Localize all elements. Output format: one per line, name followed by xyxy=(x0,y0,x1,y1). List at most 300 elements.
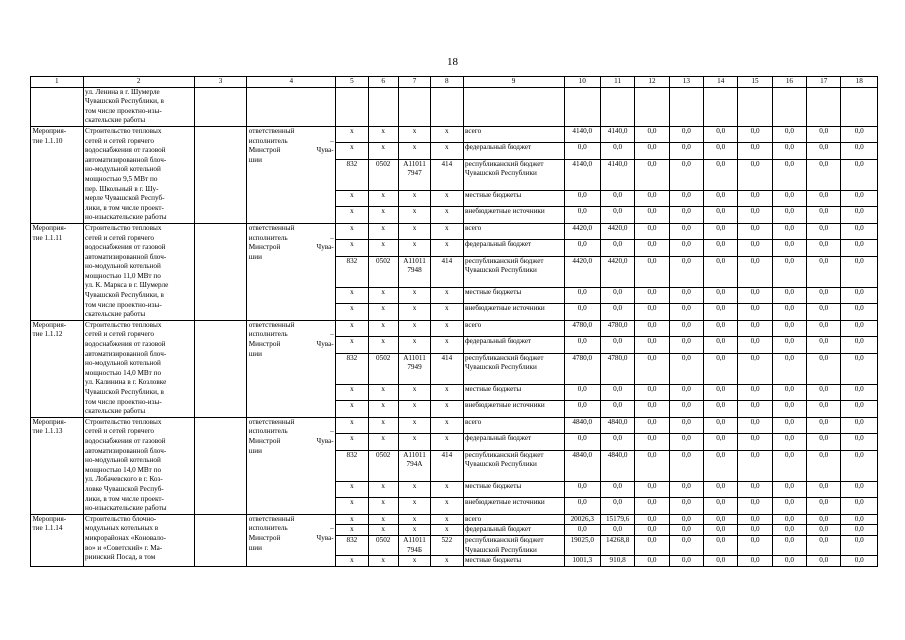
amount-cell: 0,0 xyxy=(772,514,806,525)
expense-type-code: x xyxy=(431,207,463,223)
amount-cell: 0,0 xyxy=(704,353,738,384)
measure-description xyxy=(83,320,194,417)
amount-cell: 0,0 xyxy=(772,320,806,336)
empty-cell xyxy=(194,417,247,514)
amount-cell: 0,0 xyxy=(738,353,772,384)
text-line: тие 1.1.12 xyxy=(32,330,63,339)
text-line: микрорайонах «Коновало- xyxy=(85,533,166,542)
grbs-code: x xyxy=(336,434,368,450)
column-number: 5 xyxy=(336,77,368,88)
column-number: 10 xyxy=(564,77,600,88)
amount-cell: 0,0 xyxy=(772,481,806,497)
text-line: Минстрой Чува- xyxy=(248,340,334,349)
funding-source: всего xyxy=(463,126,564,142)
amount-cell: 4420,0 xyxy=(600,223,634,239)
target-article-code: x xyxy=(398,401,430,417)
column-number: 6 xyxy=(368,77,398,88)
funding-source: всего xyxy=(463,514,564,525)
text-line: шии xyxy=(248,446,262,455)
amount-cell: 0,0 xyxy=(669,498,703,514)
expense-type-code: x xyxy=(431,514,463,525)
text-line: ул. Ленина в г. Шумерле xyxy=(85,87,160,96)
grbs-code: x xyxy=(336,337,368,353)
empty-cell xyxy=(194,514,247,566)
amount-cell: 0,0 xyxy=(669,143,703,159)
amount-cell: 0,0 xyxy=(635,126,669,142)
amount-cell: 4780,0 xyxy=(564,320,600,336)
text-line: Строительство тепловых xyxy=(85,320,162,329)
amount-cell: 0,0 xyxy=(635,353,669,384)
target-article-code: x xyxy=(398,384,430,400)
target-article-code: x xyxy=(398,320,430,336)
amount-cell: 0,0 xyxy=(841,287,878,303)
grbs-code: x xyxy=(336,240,368,256)
amount-cell: 0,0 xyxy=(807,401,841,417)
amount-cell: 0,0 xyxy=(669,207,703,223)
amount-cell: 0,0 xyxy=(635,304,669,320)
section-code: x xyxy=(368,126,398,142)
column-number: 3 xyxy=(194,77,247,88)
amount-cell: 0,0 xyxy=(669,159,703,190)
section-code: 0502 xyxy=(368,159,398,190)
expense-type-code: x xyxy=(431,417,463,433)
amount-cell: 0,0 xyxy=(841,337,878,353)
grbs-code: x xyxy=(336,556,368,567)
target-article-code: А11011 794Б xyxy=(398,535,430,555)
section-code: 0502 xyxy=(368,450,398,481)
column-number: 1 xyxy=(31,77,84,88)
text-line: лики, в том числе проект- xyxy=(85,494,164,503)
continuation-row xyxy=(31,87,878,126)
column-number: 17 xyxy=(807,77,841,88)
amount-cell: 0,0 xyxy=(704,556,738,567)
amount-cell: 0,0 xyxy=(841,525,878,536)
grbs-code: 832 xyxy=(336,353,368,384)
amount-cell: 0,0 xyxy=(807,514,841,525)
amount-cell: 0,0 xyxy=(564,191,600,207)
expense-type-code: 414 xyxy=(431,159,463,190)
amount-cell: 4420,0 xyxy=(564,223,600,239)
amount-cell: 0,0 xyxy=(772,384,806,400)
amount-cell: 0,0 xyxy=(600,384,634,400)
column-number: 15 xyxy=(738,77,772,88)
amount-cell: 0,0 xyxy=(772,256,806,287)
funding-source: местные бюджеты xyxy=(463,481,564,497)
expense-type-code: x xyxy=(431,320,463,336)
amount-cell: 0,0 xyxy=(807,143,841,159)
amount-cell: 4140,0 xyxy=(564,126,600,142)
amount-cell: 0,0 xyxy=(772,353,806,384)
amount-cell: 0,0 xyxy=(807,417,841,433)
measure-label xyxy=(31,126,84,223)
section-code: x xyxy=(368,384,398,400)
target-article-code: x xyxy=(398,207,430,223)
grbs-code: x xyxy=(336,514,368,525)
amount-cell: 0,0 xyxy=(738,417,772,433)
empty-cell xyxy=(772,87,806,126)
grbs-code: x xyxy=(336,401,368,417)
amount-cell: 0,0 xyxy=(738,191,772,207)
funding-source: местные бюджеты xyxy=(463,287,564,303)
expense-type-code: 414 xyxy=(431,256,463,287)
text-line: Строительство тепловых xyxy=(85,223,162,232)
amount-cell: 0,0 xyxy=(841,481,878,497)
responsible-executor xyxy=(247,126,336,223)
amount-cell: 0,0 xyxy=(841,143,878,159)
amount-cell: 0,0 xyxy=(807,126,841,142)
amount-cell: 0,0 xyxy=(600,337,634,353)
expense-type-code: x xyxy=(431,434,463,450)
text-line: мощностью 14,0 МВт по xyxy=(85,368,162,377)
amount-cell: 0,0 xyxy=(600,207,634,223)
grbs-code: x xyxy=(336,304,368,320)
text-line: том числе проектно-изы- xyxy=(85,397,162,406)
amount-cell: 0,0 xyxy=(704,320,738,336)
amount-cell: 0,0 xyxy=(807,207,841,223)
expense-type-code: x xyxy=(431,481,463,497)
text-line: Мероприя- xyxy=(32,126,67,135)
text-line: мощностью 9,5 МВт по xyxy=(85,174,158,183)
amount-cell: 0,0 xyxy=(669,240,703,256)
target-article-code: x xyxy=(398,525,430,536)
text-line: исполнитель – xyxy=(248,427,334,436)
target-article-code: x xyxy=(398,417,430,433)
funding-source: внебюджетные источники xyxy=(463,304,564,320)
expense-type-code: 522 xyxy=(431,535,463,555)
text-line: ответственный xyxy=(248,223,295,232)
text-line: Чувашской Республики, в xyxy=(85,388,164,396)
text-line: но-модульной котельной xyxy=(85,262,161,271)
amount-cell: 0,0 xyxy=(841,240,878,256)
grbs-code: 832 xyxy=(336,256,368,287)
text-line: водоснабжения от газовой xyxy=(85,146,166,155)
grbs-code: 832 xyxy=(336,159,368,190)
funding-source: федеральный бюджет xyxy=(463,143,564,159)
text-line: водоснабжения от газовой xyxy=(85,340,166,349)
target-article-code: А11011 7948 xyxy=(398,256,430,287)
amount-cell: 0,0 xyxy=(669,481,703,497)
amount-cell: 0,0 xyxy=(635,256,669,287)
funding-source: федеральный бюджет xyxy=(463,337,564,353)
funding-source: республиканский бюджет Чувашской Республики xyxy=(463,450,564,481)
grbs-code: 832 xyxy=(336,450,368,481)
column-number: 14 xyxy=(704,77,738,88)
target-article-code: x xyxy=(398,337,430,353)
grbs-code: x xyxy=(336,143,368,159)
empty-cell xyxy=(635,87,669,126)
measure-label xyxy=(31,223,84,320)
empty-cell xyxy=(564,87,600,126)
amount-cell: 4140,0 xyxy=(600,159,634,190)
section-code: 0502 xyxy=(368,256,398,287)
amount-cell: 0,0 xyxy=(807,434,841,450)
amount-cell: 0,0 xyxy=(772,304,806,320)
grbs-code: x xyxy=(336,384,368,400)
amount-cell: 0,0 xyxy=(635,514,669,525)
section-code: x xyxy=(368,498,398,514)
amount-cell: 0,0 xyxy=(738,143,772,159)
amount-cell: 0,0 xyxy=(738,240,772,256)
text-line: модульных котельных в xyxy=(85,524,159,533)
funding-source: внебюджетные источники xyxy=(463,401,564,417)
header-row xyxy=(31,77,878,88)
funding-source: всего xyxy=(463,417,564,433)
section-code: x xyxy=(368,417,398,433)
amount-cell: 0,0 xyxy=(738,401,772,417)
amount-cell: 0,0 xyxy=(738,556,772,567)
table-row xyxy=(31,320,878,336)
amount-cell: 0,0 xyxy=(772,207,806,223)
empty-cell xyxy=(336,87,368,126)
table-row xyxy=(31,514,878,525)
amount-cell: 0,0 xyxy=(738,304,772,320)
section-code: x xyxy=(368,320,398,336)
empty-cell xyxy=(841,87,878,126)
amount-cell: 0,0 xyxy=(564,525,600,536)
amount-cell: 0,0 xyxy=(807,287,841,303)
amount-cell: 0,0 xyxy=(564,498,600,514)
text-line: но-модульной котельной xyxy=(85,359,161,368)
text-line: скательские работы xyxy=(85,407,146,416)
empty-cell xyxy=(463,87,564,126)
amount-cell: 0,0 xyxy=(841,417,878,433)
amount-cell: 0,0 xyxy=(704,525,738,536)
grbs-code: x xyxy=(336,126,368,142)
amount-cell: 0,0 xyxy=(564,337,600,353)
measure-label xyxy=(31,514,84,566)
amount-cell: 0,0 xyxy=(704,256,738,287)
empty-cell xyxy=(431,87,463,126)
text-line: Строительство тепловых xyxy=(85,126,162,135)
text-line: сетей и сетей горячего xyxy=(85,330,155,339)
amount-cell: 0,0 xyxy=(772,240,806,256)
amount-cell: 4840,0 xyxy=(600,450,634,481)
text-line: тие 1.1.13 xyxy=(32,427,63,436)
amount-cell: 0,0 xyxy=(772,556,806,567)
amount-cell: 0,0 xyxy=(807,498,841,514)
empty-cell xyxy=(247,87,336,126)
amount-cell: 0,0 xyxy=(738,535,772,555)
amount-cell: 0,0 xyxy=(841,450,878,481)
amount-cell: 4140,0 xyxy=(600,126,634,142)
funding-source: внебюджетные источники xyxy=(463,207,564,223)
section-code: x xyxy=(368,401,398,417)
amount-cell: 0,0 xyxy=(841,514,878,525)
measure-description xyxy=(83,87,194,126)
amount-cell: 0,0 xyxy=(669,401,703,417)
section-code: x xyxy=(368,525,398,536)
text-line: шии xyxy=(248,543,262,552)
empty-cell xyxy=(704,87,738,126)
amount-cell: 0,0 xyxy=(600,304,634,320)
amount-cell: 0,0 xyxy=(635,401,669,417)
amount-cell: 4840,0 xyxy=(564,450,600,481)
amount-cell: 0,0 xyxy=(841,191,878,207)
amount-cell: 0,0 xyxy=(635,143,669,159)
amount-cell: 0,0 xyxy=(738,207,772,223)
amount-cell: 0,0 xyxy=(841,401,878,417)
text-line: Минстрой Чува- xyxy=(248,146,334,155)
measure-description xyxy=(83,126,194,223)
funding-source: республиканский бюджет Чувашской Республики xyxy=(463,353,564,384)
expense-type-code: x xyxy=(431,384,463,400)
amount-cell: 0,0 xyxy=(635,384,669,400)
grbs-code: x xyxy=(336,498,368,514)
responsible-executor xyxy=(247,417,336,514)
expense-type-code: 414 xyxy=(431,353,463,384)
amount-cell: 0,0 xyxy=(772,401,806,417)
amount-cell: 0,0 xyxy=(738,450,772,481)
funding-source: республиканский бюджет Чувашской Республики xyxy=(463,256,564,287)
amount-cell: 0,0 xyxy=(772,417,806,433)
amount-cell: 0,0 xyxy=(635,498,669,514)
text-line: ловке Чувашской Респуб- xyxy=(85,484,164,493)
table-row xyxy=(31,417,878,433)
funding-source: местные бюджеты xyxy=(463,556,564,567)
amount-cell: 0,0 xyxy=(600,481,634,497)
amount-cell: 4140,0 xyxy=(564,159,600,190)
text-line: автоматизированной блоч- xyxy=(85,446,167,455)
text-line: мощностью 11,0 МВт по xyxy=(85,271,161,280)
funding-source: внебюджетные источники xyxy=(463,498,564,514)
grbs-code: x xyxy=(336,191,368,207)
amount-cell: 0,0 xyxy=(772,525,806,536)
amount-cell: 0,0 xyxy=(704,450,738,481)
funding-source: федеральный бюджет xyxy=(463,434,564,450)
funding-source: республиканский бюджет Чувашской Республики xyxy=(463,159,564,190)
text-line: автоматизированной блоч- xyxy=(85,155,167,164)
section-code: x xyxy=(368,143,398,159)
amount-cell: 0,0 xyxy=(704,417,738,433)
text-line: исполнитель – xyxy=(248,330,334,339)
column-number: 7 xyxy=(398,77,430,88)
amount-cell: 0,0 xyxy=(807,337,841,353)
text-line: но-изыскательские работы xyxy=(85,504,167,513)
amount-cell: 0,0 xyxy=(669,525,703,536)
target-article-code: x xyxy=(398,287,430,303)
text-line: Чувашской Республики, в xyxy=(85,97,164,106)
text-line: исполнитель – xyxy=(248,524,334,533)
section-code: x xyxy=(368,337,398,353)
amount-cell: 0,0 xyxy=(772,498,806,514)
amount-cell: 0,0 xyxy=(669,434,703,450)
amount-cell: 0,0 xyxy=(669,191,703,207)
column-number: 2 xyxy=(83,77,194,88)
amount-cell: 0,0 xyxy=(772,434,806,450)
amount-cell: 0,0 xyxy=(841,384,878,400)
amount-cell: 0,0 xyxy=(807,256,841,287)
text-line: во» и «Советский» г. Ма- xyxy=(85,543,163,552)
amount-cell: 0,0 xyxy=(841,556,878,567)
section-code: x xyxy=(368,223,398,239)
amount-cell: 0,0 xyxy=(669,514,703,525)
amount-cell: 0,0 xyxy=(600,525,634,536)
text-line: ответственный xyxy=(248,126,295,135)
amount-cell: 0,0 xyxy=(807,159,841,190)
amount-cell: 0,0 xyxy=(669,287,703,303)
amount-cell: 0,0 xyxy=(738,159,772,190)
text-line: сетей и сетей горячего xyxy=(85,427,155,436)
amount-cell: 0,0 xyxy=(635,159,669,190)
target-article-code: x xyxy=(398,126,430,142)
text-line: Строительство тепловых xyxy=(85,417,162,426)
amount-cell: 0,0 xyxy=(635,240,669,256)
amount-cell: 0,0 xyxy=(635,287,669,303)
text-line: автоматизированной блоч- xyxy=(85,349,167,358)
amount-cell: 0,0 xyxy=(841,320,878,336)
expense-type-code: x xyxy=(431,337,463,353)
amount-cell: 0,0 xyxy=(704,337,738,353)
text-line: сетей и сетей горячего xyxy=(85,136,155,145)
text-line: исполнитель – xyxy=(248,233,334,242)
amount-cell: 0,0 xyxy=(564,304,600,320)
column-number: 12 xyxy=(635,77,669,88)
text-line: но-модульной котельной xyxy=(85,456,161,465)
amount-cell: 0,0 xyxy=(738,514,772,525)
text-line: мощностью 14,0 МВт по xyxy=(85,465,162,474)
target-article-code: x xyxy=(398,481,430,497)
amount-cell: 0,0 xyxy=(841,159,878,190)
amount-cell: 0,0 xyxy=(807,304,841,320)
target-article-code: А11011 7949 xyxy=(398,353,430,384)
text-line: ответственный xyxy=(248,417,295,426)
empty-cell xyxy=(194,126,247,223)
target-article-code: x xyxy=(398,223,430,239)
grbs-code: x xyxy=(336,481,368,497)
funding-source: всего xyxy=(463,223,564,239)
amount-cell: 0,0 xyxy=(600,287,634,303)
section-code: x xyxy=(368,287,398,303)
amount-cell: 0,0 xyxy=(772,143,806,159)
empty-cell xyxy=(600,87,634,126)
amount-cell: 0,0 xyxy=(807,320,841,336)
column-number: 16 xyxy=(772,77,806,88)
amount-cell: 0,0 xyxy=(564,434,600,450)
amount-cell: 0,0 xyxy=(600,434,634,450)
amount-cell: 0,0 xyxy=(807,450,841,481)
amount-cell: 0,0 xyxy=(772,337,806,353)
amount-cell: 4780,0 xyxy=(600,320,634,336)
amount-cell: 0,0 xyxy=(564,143,600,159)
amount-cell: 0,0 xyxy=(669,384,703,400)
text-line: скательские работы xyxy=(85,310,146,319)
grbs-code: x xyxy=(336,287,368,303)
amount-cell: 0,0 xyxy=(807,556,841,567)
amount-cell: 0,0 xyxy=(635,434,669,450)
amount-cell: 0,0 xyxy=(704,207,738,223)
amount-cell: 0,0 xyxy=(807,223,841,239)
amount-cell: 0,0 xyxy=(704,498,738,514)
empty-cell xyxy=(194,87,247,126)
section-code: x xyxy=(368,207,398,223)
text-line: водоснабжения от газовой xyxy=(85,243,166,252)
responsible-executor xyxy=(247,514,336,566)
amount-cell: 0,0 xyxy=(738,126,772,142)
amount-cell: 4420,0 xyxy=(600,256,634,287)
funding-source: федеральный бюджет xyxy=(463,525,564,536)
amount-cell: 0,0 xyxy=(704,434,738,450)
text-line: скательские работы xyxy=(85,116,146,125)
amount-cell: 0,0 xyxy=(669,304,703,320)
section-code: x xyxy=(368,191,398,207)
grbs-code: x xyxy=(336,320,368,336)
amount-cell: 0,0 xyxy=(841,434,878,450)
text-line: Строительство блочно- xyxy=(85,514,157,523)
section-code: 0502 xyxy=(368,353,398,384)
target-article-code: А11011 794А xyxy=(398,450,430,481)
amount-cell: 0,0 xyxy=(772,159,806,190)
text-line: лики, в том числе проект- xyxy=(85,203,164,212)
